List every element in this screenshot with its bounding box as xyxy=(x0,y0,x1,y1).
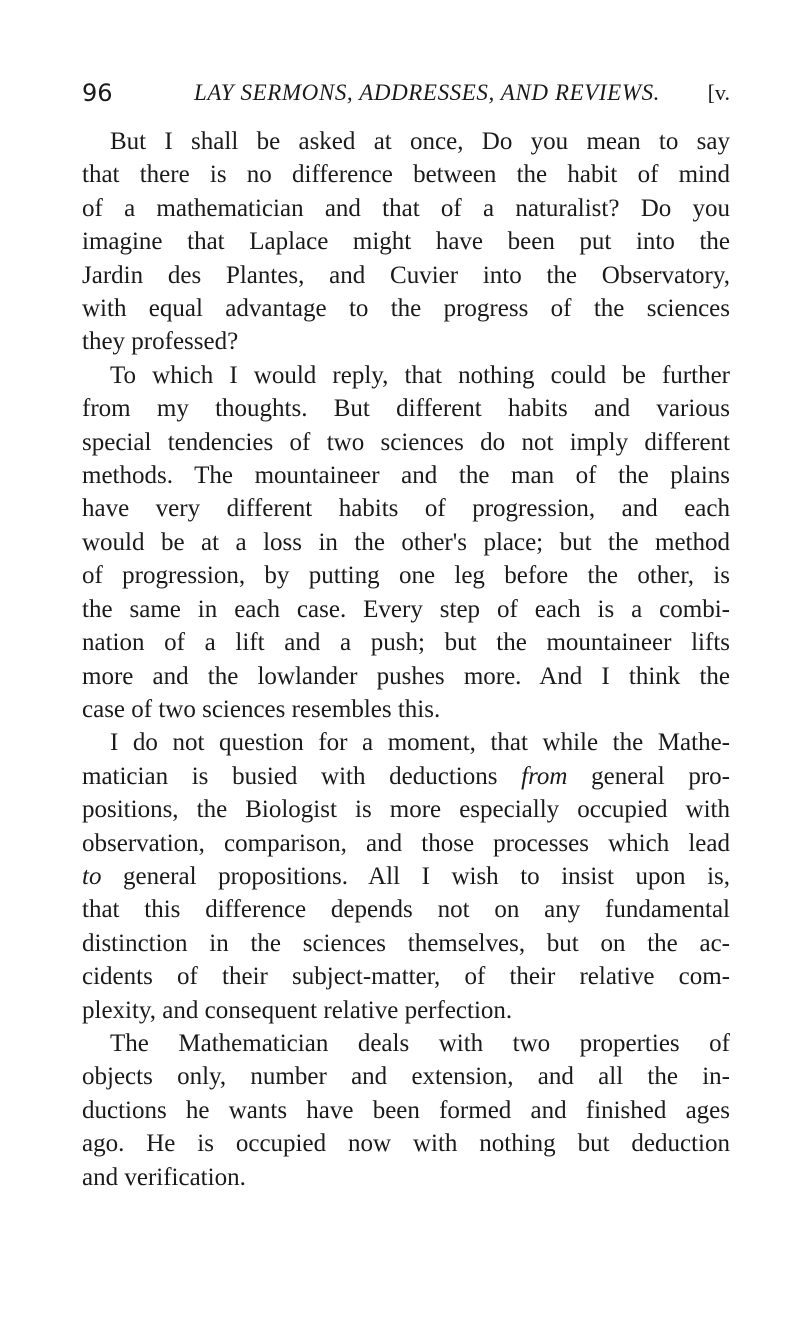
text-line: The Mathematician deals with two properties of xyxy=(110,1029,730,1057)
paragraph-3 xyxy=(82,726,730,1027)
text-line: cidents of their subject-matter, of their relative com- xyxy=(82,963,730,991)
text-line: ductions he wants have been formed and finished ages xyxy=(82,1096,730,1124)
text-line: But I shall be asked at once, Do you mean to say xyxy=(110,128,730,155)
text-line: nation of a lift and a push; but the mountaineer lifts xyxy=(82,629,730,657)
text-line: of a mathematician and that of a naturalist? Do you xyxy=(82,194,730,222)
italic-word: from xyxy=(521,762,568,790)
text-line: more and the lowlander pushes more. And I think the xyxy=(82,662,730,690)
text-line: of progression, by putting one leg before the other, is xyxy=(82,562,730,590)
text-line: and verification. xyxy=(82,1163,246,1191)
running-header xyxy=(82,76,730,110)
text-line: observation, comparison, and those processes which lead xyxy=(82,829,730,857)
book-page xyxy=(82,76,730,1194)
text-line: special tendencies of two sciences do not imply different xyxy=(82,428,730,456)
text-line: positions, the Biologist is more especially occupied with xyxy=(82,796,730,824)
text-line: I do not question for a moment, that while the Mathe- xyxy=(110,729,730,757)
text-line xyxy=(82,860,730,893)
text-line: methods. The mountaineer and the man of the plains xyxy=(82,462,730,490)
text-line: with equal advantage to the progress of the sciences xyxy=(82,295,730,323)
text-run: general propositions. All I wish to insist upon is, xyxy=(101,862,730,890)
paragraph-1 xyxy=(82,125,730,359)
text-line: To which I would reply, that nothing could be further xyxy=(110,361,730,389)
text-line: ago. He is occupied now with nothing but deduction xyxy=(82,1130,730,1158)
text-line: imagine that Laplace might have been put into the xyxy=(82,228,730,256)
text-line: objects only, number and extension, and all the in- xyxy=(82,1063,730,1091)
italic-word: to xyxy=(82,862,102,890)
text-run: general pro- xyxy=(567,762,730,790)
text-line: they professed? xyxy=(82,328,239,356)
body-text xyxy=(82,125,730,1194)
paragraph-2 xyxy=(82,359,730,726)
text-line: case of two sciences resembles this. xyxy=(82,695,441,723)
text-line: that this difference depends not on any fundamental xyxy=(82,896,730,924)
page-number: 96 xyxy=(82,79,113,107)
text-line: have very different habits of progression, and each xyxy=(82,495,730,523)
text-line: distinction in the sciences themselves, but on the ac- xyxy=(82,929,730,957)
text-run: matician is busied with deductions xyxy=(82,762,522,790)
text-line: that there is no difference between the habit of mind xyxy=(82,161,730,189)
paragraph-4 xyxy=(82,1027,730,1194)
text-line: from my thoughts. But different habits and various xyxy=(82,395,730,423)
text-line xyxy=(82,760,730,793)
chapter-mark: [v. xyxy=(707,80,730,105)
text-line: Jardin des Plantes, and Cuvier into the Observatory, xyxy=(82,261,730,289)
text-line: would be at a loss in the other's place; but the method xyxy=(82,528,730,556)
text-line: plexity, and consequent relative perfection. xyxy=(82,996,513,1024)
running-title: LAY SERMONS, ADDRESSES, AND REVIEWS. xyxy=(194,80,661,105)
text-line: the same in each case. Every step of each is a combi- xyxy=(82,595,730,623)
